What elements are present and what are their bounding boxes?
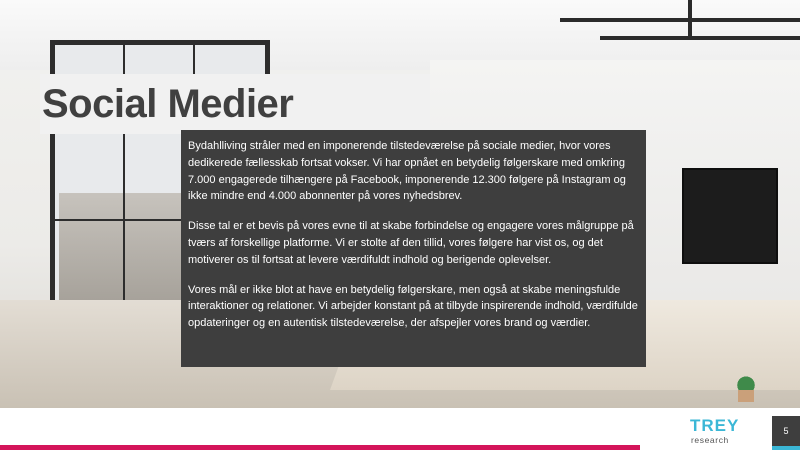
plant-pot — [738, 390, 754, 402]
window-pane — [53, 219, 125, 309]
body-paragraph: Disse tal er et bevis på vores evne til at skabe forbindelse og engagere vores målgruppe på tværs af forskellige platforme. Vi er stolte af den tillid, vores følgere har vist os, og det motiverer os til fortsat at levere værdifuldt indhold og berigende oplevelser. — [188, 220, 634, 266]
ceiling-pipe — [688, 0, 692, 40]
body-paragraph: Bydahlliving stråler med en imponerende tilstedeværelse på sociale medier, hvor vores dedikerede fællesskab fortsat vokser. Vi har opnået en betydelig følgerskare med omkring 7.000 engagerede tilhængere på Facebook, imponerende 12.300 følgere på Instagram og ikke mindre end 4.000 abonnenter på vores nyhedsbrev. — [188, 140, 626, 203]
ceiling-pipe — [560, 18, 800, 22]
window-pane — [53, 131, 125, 221]
slide-title: Social Medier — [42, 82, 294, 126]
footer-accent-line — [0, 445, 640, 450]
plant — [732, 372, 760, 402]
logo-accent-bar — [772, 446, 800, 450]
body-paragraph: Vores mål er ikke blot at have en betydelig følgerskare, men også at skabe meningsfulde interaktioner og relationer. Vi arbejder konstant på at tilbyde inspirerende indhold, værdifulde opdateringer og en autentisk tilstedeværelse, der afspejler vores brand og værdier. — [188, 283, 638, 330]
logo-subtitle: research — [691, 435, 729, 445]
logo-wordmark: TREY — [690, 416, 740, 435]
title-box — [40, 74, 430, 134]
page-number: 5 — [783, 426, 789, 436]
ceiling-pipe — [600, 36, 800, 40]
wall-tv — [682, 168, 778, 264]
body-text-box — [181, 130, 646, 367]
